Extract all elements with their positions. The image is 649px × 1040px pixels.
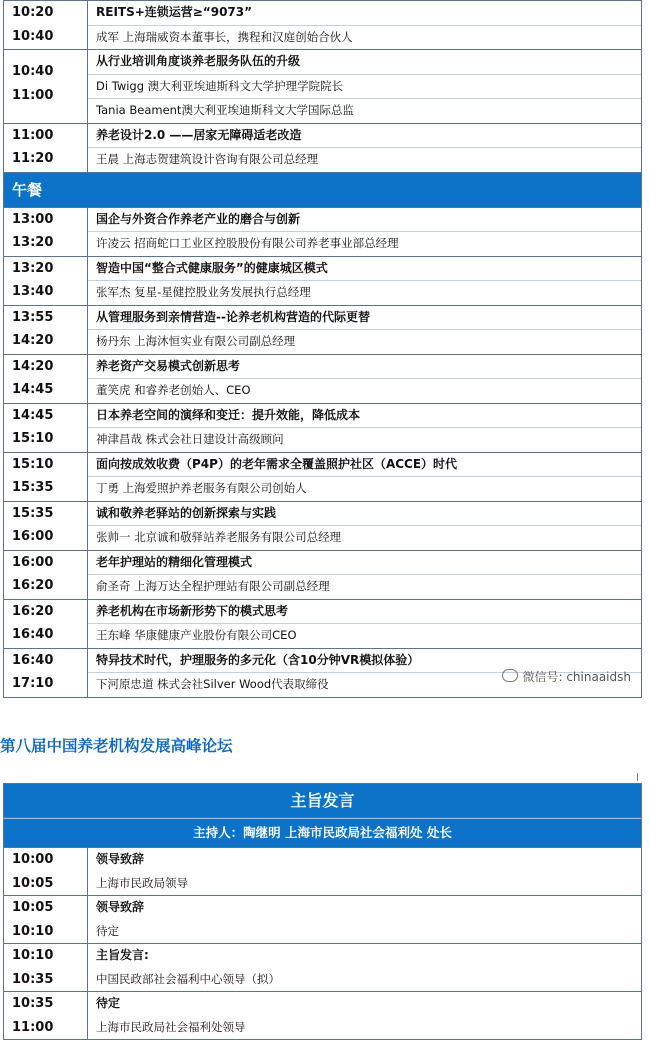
start-time: 15:35 xyxy=(12,505,54,521)
wechat-watermark xyxy=(502,668,631,685)
session-speaker: Di Twigg 澳大利亚埃迪斯科文大学护理学院院长 xyxy=(88,74,641,99)
session-time xyxy=(4,208,88,256)
start-time: 10:35 xyxy=(12,996,54,1011)
end-time: 16:20 xyxy=(12,578,54,593)
session-time xyxy=(4,453,88,501)
host-band: 主持人：陶继明 上海市民政局社会福利处 处长 xyxy=(3,818,642,848)
session-title: 国企与外资合作养老产业的磨合与创新 xyxy=(96,211,301,226)
end-time: 11:00 xyxy=(12,88,54,103)
session-row xyxy=(3,0,642,50)
session-title: 从行业培训角度谈养老服务队伍的升级 xyxy=(96,54,301,68)
session-speaker: 中国民政部社会福利中心领导（拟） xyxy=(96,971,280,986)
end-time: 16:40 xyxy=(12,627,54,642)
session-time xyxy=(4,649,88,697)
start-time: 10:00 xyxy=(12,852,54,867)
keynote-row xyxy=(3,896,642,944)
session-speaker: 上海市民政局社会福利处领导 xyxy=(96,1019,246,1034)
end-time: 15:10 xyxy=(12,431,54,446)
watermark-text: 微信号: chinaaidsh xyxy=(522,669,631,684)
session-row xyxy=(3,208,642,257)
session-row xyxy=(3,551,642,600)
start-time: 13:20 xyxy=(12,260,54,276)
end-time: 10:40 xyxy=(12,28,54,44)
start-time: 16:00 xyxy=(12,554,54,570)
keynote-row xyxy=(3,992,642,1040)
session-time xyxy=(4,50,88,123)
end-time: 17:10 xyxy=(12,676,54,691)
start-time: 14:45 xyxy=(12,407,54,423)
session-speaker: 上海市民政局领导 xyxy=(96,875,188,890)
session-speaker: 丁勇 上海爱照护养老服务有限公司创始人 xyxy=(88,476,641,501)
session-row xyxy=(3,502,642,551)
end-time: 13:20 xyxy=(12,235,54,250)
section-heading: 第八届中国养老机构发展高峰论坛 xyxy=(0,737,233,755)
session-speaker: 神津昌哉 株式会社日建设计高级顾问 xyxy=(88,427,641,452)
session-speaker: 董笑虎 和睿养老创始人、CEO xyxy=(88,378,641,403)
start-time: 14:20 xyxy=(12,358,54,374)
session-time xyxy=(4,404,88,452)
session-title: 诚和敬养老驿站的创新探索与实践 xyxy=(96,505,277,520)
session-title: REITS+连锁运营≥“9073” xyxy=(96,5,253,19)
session-title: 养老资产交易模式创新思考 xyxy=(96,358,241,373)
start-time: 13:00 xyxy=(12,211,54,227)
schedule-table xyxy=(3,0,642,698)
end-time: 13:40 xyxy=(12,284,54,299)
session-title: 智造中国“整合式健康服务”的健康城区模式 xyxy=(96,260,328,275)
start-time: 10:40 xyxy=(12,64,54,79)
session-time xyxy=(4,551,88,599)
session-speaker: 成军 上海瑞威资本董事长，携程和汉庭创始合伙人 xyxy=(88,25,641,50)
session-row xyxy=(3,649,642,698)
end-time: 11:00 xyxy=(12,1019,54,1035)
end-time: 14:20 xyxy=(12,333,54,348)
end-time: 10:05 xyxy=(12,875,54,891)
start-time: 10:10 xyxy=(12,948,54,963)
session-title: 面向按成效收费（P4P）的老年需求全覆盖照护社区（ACCE）时代 xyxy=(96,456,458,471)
session-speaker: 待定 xyxy=(96,923,119,938)
session-title: 从管理服务到亲情营造--论养老机构营造的代际更替 xyxy=(96,309,370,324)
session-time xyxy=(4,600,88,648)
session-title: 老年护理站的精细化管理模式 xyxy=(96,554,253,569)
session-title: 日本养老空间的演绎和变迁：提升效能，降低成本 xyxy=(96,407,361,422)
keynote-row xyxy=(3,944,642,992)
session-row xyxy=(3,404,642,453)
session-title: 特异技术时代，护理服务的多元化（含10分钟VR模拟体验） xyxy=(96,652,420,667)
session-time xyxy=(4,124,88,172)
session-time xyxy=(4,992,88,1039)
session-row xyxy=(3,124,642,173)
session-title: 领导致辞 xyxy=(96,852,145,866)
session-speaker: 张帅一 北京诚和敬驿站养老服务有限公司总经理 xyxy=(88,525,641,550)
session-title: 养老设计2.0 ——居家无障碍适老改造 xyxy=(96,127,302,142)
session-time xyxy=(4,502,88,550)
end-time: 10:35 xyxy=(12,971,54,987)
session-title: 待定 xyxy=(96,996,121,1010)
end-time: 14:45 xyxy=(12,382,54,397)
lunch-break-band: 午餐 xyxy=(3,173,642,208)
session-row xyxy=(3,355,642,404)
session-time xyxy=(4,848,88,895)
end-time: 16:00 xyxy=(12,529,54,544)
start-time: 10:20 xyxy=(12,5,54,20)
session-time xyxy=(4,306,88,354)
keynote-row xyxy=(3,848,642,896)
start-time: 16:40 xyxy=(12,652,54,668)
session-title: 领导致辞 xyxy=(96,900,145,914)
session-time xyxy=(4,944,88,991)
session-time xyxy=(4,257,88,305)
wechat-icon xyxy=(502,669,518,682)
session-row xyxy=(3,306,642,355)
session-time xyxy=(4,896,88,943)
start-time: 15:10 xyxy=(12,456,54,472)
start-time: 16:20 xyxy=(12,603,54,619)
session-time xyxy=(4,355,88,403)
session-title: 养老机构在市场新形势下的模式思考 xyxy=(96,603,289,618)
session-speaker: 俞圣奇 上海万达全程护理站有限公司副总经理 xyxy=(88,574,641,599)
session-row xyxy=(3,453,642,502)
session-speaker: 杨丹东 上海沐恒实业有限公司副总经理 xyxy=(88,329,641,354)
session-speaker: 许凌云 招商蛇口工业区控股股份有限公司养老事业部总经理 xyxy=(88,231,641,256)
session-row xyxy=(3,50,642,124)
edge-tick xyxy=(637,773,638,781)
start-time: 10:05 xyxy=(12,900,54,915)
session-speaker: 王东峰 华康健康产业股份有限公司CEO xyxy=(88,623,641,648)
session-speaker: 张军杰 复星-星健控股业务发展执行总经理 xyxy=(88,280,641,305)
session-row xyxy=(3,600,642,649)
session-title: 主旨发言: xyxy=(96,948,149,962)
session-speaker: Tania Beament澳大利亚埃迪斯科文大学国际总监 xyxy=(88,98,641,123)
start-time: 11:00 xyxy=(12,127,54,143)
end-time: 11:20 xyxy=(12,151,54,166)
start-time: 13:55 xyxy=(12,309,54,325)
session-speaker: 王晨 上海志贺建筑设计咨询有限公司总经理 xyxy=(88,147,641,172)
end-time: 10:10 xyxy=(12,923,54,939)
end-time: 15:35 xyxy=(12,480,54,495)
keynote-band: 主旨发言 xyxy=(3,783,642,818)
session-speaker: 下河原忠道 株式会社Silver Wood代表取缔役 xyxy=(88,672,641,697)
session-time xyxy=(4,1,88,49)
session-row xyxy=(3,257,642,306)
keynote-table xyxy=(3,783,642,1040)
